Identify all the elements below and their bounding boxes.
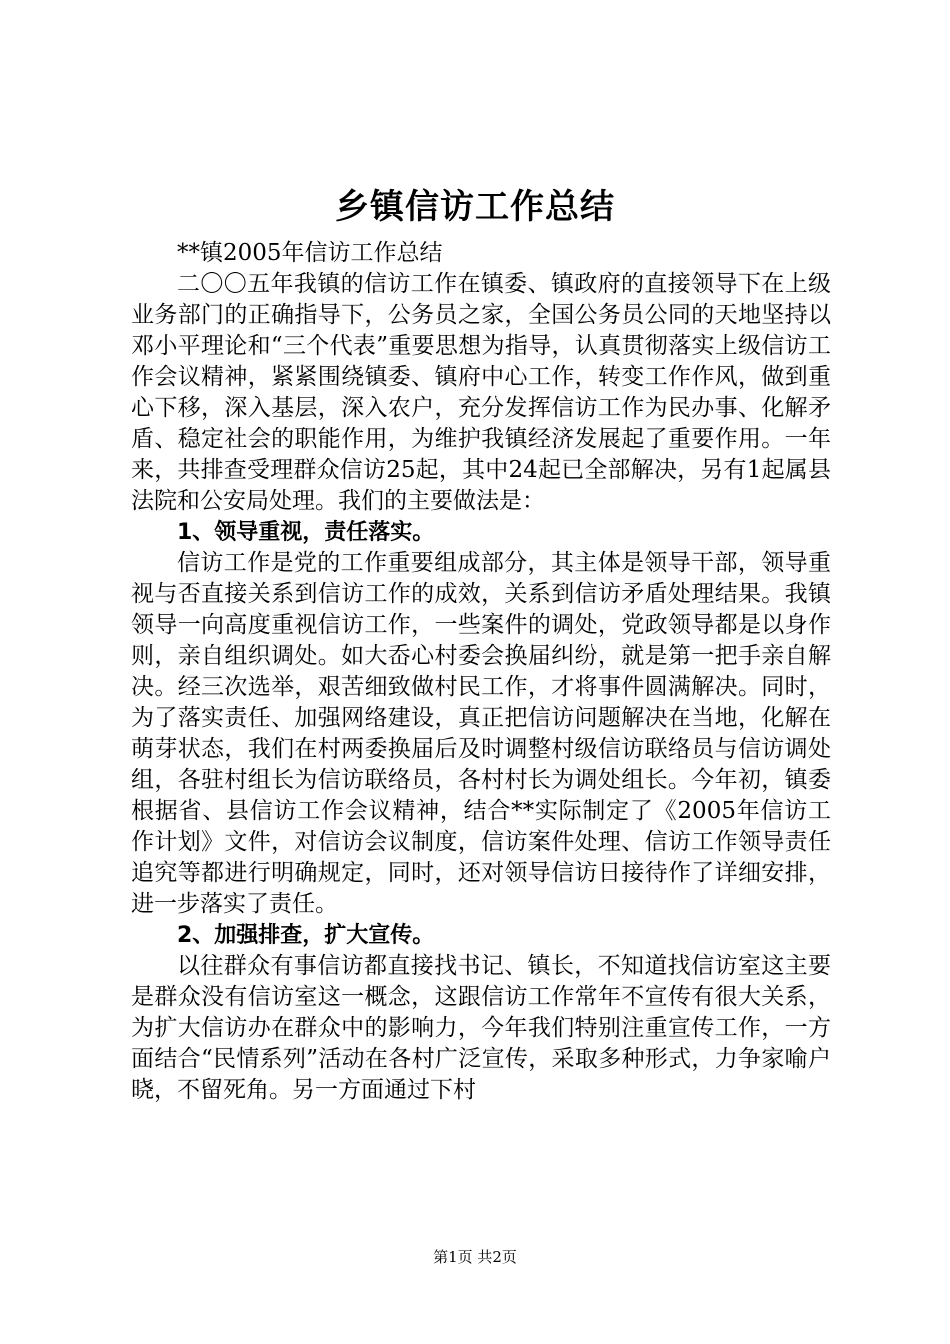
page-number-footer: 第1页 共2页 [433, 1248, 517, 1266]
section-heading-2: 2、加强排查，扩大宣传。 [177, 923, 435, 948]
document-body [131, 238, 831, 1106]
paragraph-section-2: 以往群众有事信访都直接找书记、镇长，不知道找信访室这主要是群众没有信访室这一概念，这跟信访工作常年不宣传有很大关系，为扩大信访办在群众中的影响力，今年我们特别注重宣传工作，一方面结合“民情系列”活动在各村广泛宣传，采取多种形式，力争家喻户晓，不留死角。另一方面通过下村 [131, 953, 831, 1103]
paragraph-intro: 二〇〇五年我镇的信访工作在镇委、镇政府的直接领导下在上级业务部门的正确指导下，公务员之家，全国公务员公同的天地坚持以邓小平理论和“三个代表”重要思想为指导，认真贯彻落实上级信访工作会议精神，紧紧围绕镇委、镇府中心工作，转变工作作风，做到重心下移，深入基层，深入农户，充分发挥信访工作为民办事、化解矛盾、稳定社会的职能作用，为维护我镇经济发展起了重要作用。一年来，共排查受理群众信访25起，其中24起已全部解决，另有1起属县法院和公安局处理。我们的主要做法是： [131, 271, 831, 514]
document-title: 乡镇信访工作总结 [335, 187, 615, 227]
paragraph-section-1: 信访工作是党的工作重要组成部分，其主体是领导干部，领导重视与否直接关系到信访工作的成效，关系到信访矛盾处理结果。我镇领导一向高度重视信访工作，一些案件的调处，党政领导都是以身作则，亲自组织调处。如大岙心村委会换届纠纷，就是第一把手亲自解决。经三次选举，艰苦细致做村民工作，才将事件圆满解决。同时，为了落实责任、加强网络建设，真正把信访问题解决在当地，化解在萌芽状态，我们在村两委换届后及时调整村级信访联络员与信访调处组，各驻村组长为信访联络员，各村村长为调处组长。今年初，镇委根据省、县信访工作会议精神，结合**实际制定了《2005年信访工作计划》文件，对信访会议制度，信访案件处理、信访工作领导责任追究等都进行明确规定，同时，还对领导信访日接待作了详细安排，进一步落实了责任。 [131, 550, 831, 917]
section-heading-1: 1、领导重视，责任落实。 [177, 520, 435, 545]
document-subtitle: **镇2005年信访工作总结 [177, 240, 443, 266]
